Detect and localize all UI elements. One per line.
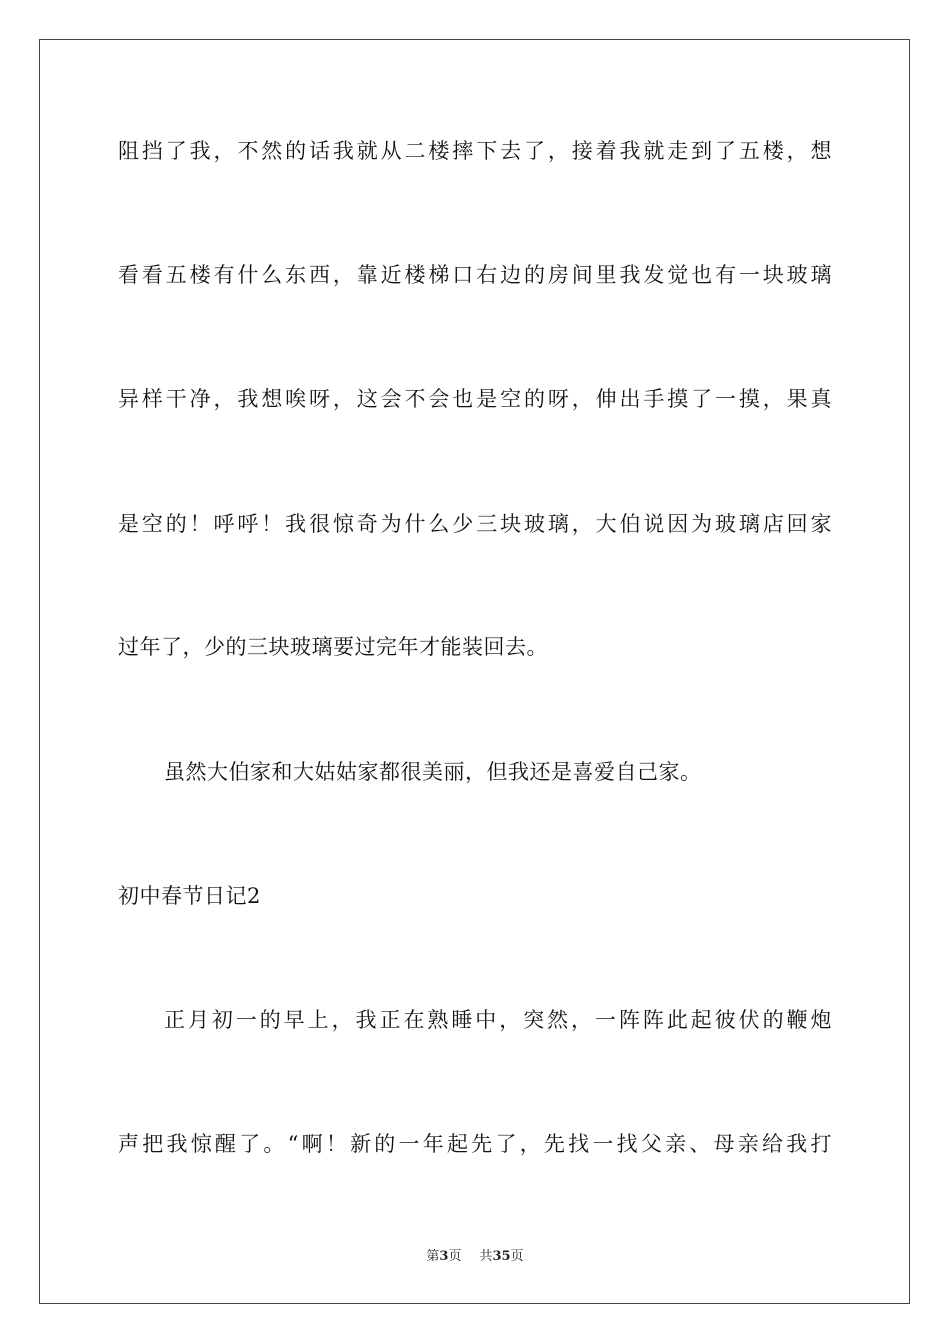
total-prefix: 共 [479, 1249, 493, 1264]
page-footer [0, 1248, 950, 1266]
section-heading: 初中春节日记2 [118, 884, 261, 908]
paragraph-line: 虽然大伯家和大姑姑家都很美丽，但我还是喜爱自己家。 [164, 760, 702, 784]
page-border [39, 39, 910, 1304]
total-pages: 35 [492, 1249, 511, 1264]
paragraph-line: 阻挡了我，不然的话我就从二楼摔下去了，接着我就走到了五楼，想 [118, 139, 832, 163]
page-suffix: 页 [448, 1249, 462, 1264]
paragraph-line: 正月初一的早上，我正在熟睡中，突然，一阵阵此起彼伏的鞭炮 [164, 1008, 832, 1032]
total-suffix: 页 [510, 1249, 524, 1264]
paragraph-line: 是空的！呼呼！我很惊奇为什么少三块玻璃，大伯说因为玻璃店回家 [118, 512, 832, 536]
paragraph-line: 声把我惊醒了。“啊！新的一年起先了，先找一找父亲、母亲给我打 [118, 1132, 832, 1156]
page-number: 3 [439, 1249, 449, 1264]
paragraph-line: 过年了，少的三块玻璃要过完年才能装回去。 [118, 635, 548, 659]
paragraph-line: 异样干净，我想唉呀，这会不会也是空的呀，伸出手摸了一摸，果真 [118, 387, 832, 411]
page-prefix: 第 [426, 1249, 440, 1264]
paragraph-line: 看看五楼有什么东西，靠近楼梯口右边的房间里我发觉也有一块玻璃 [118, 263, 832, 287]
